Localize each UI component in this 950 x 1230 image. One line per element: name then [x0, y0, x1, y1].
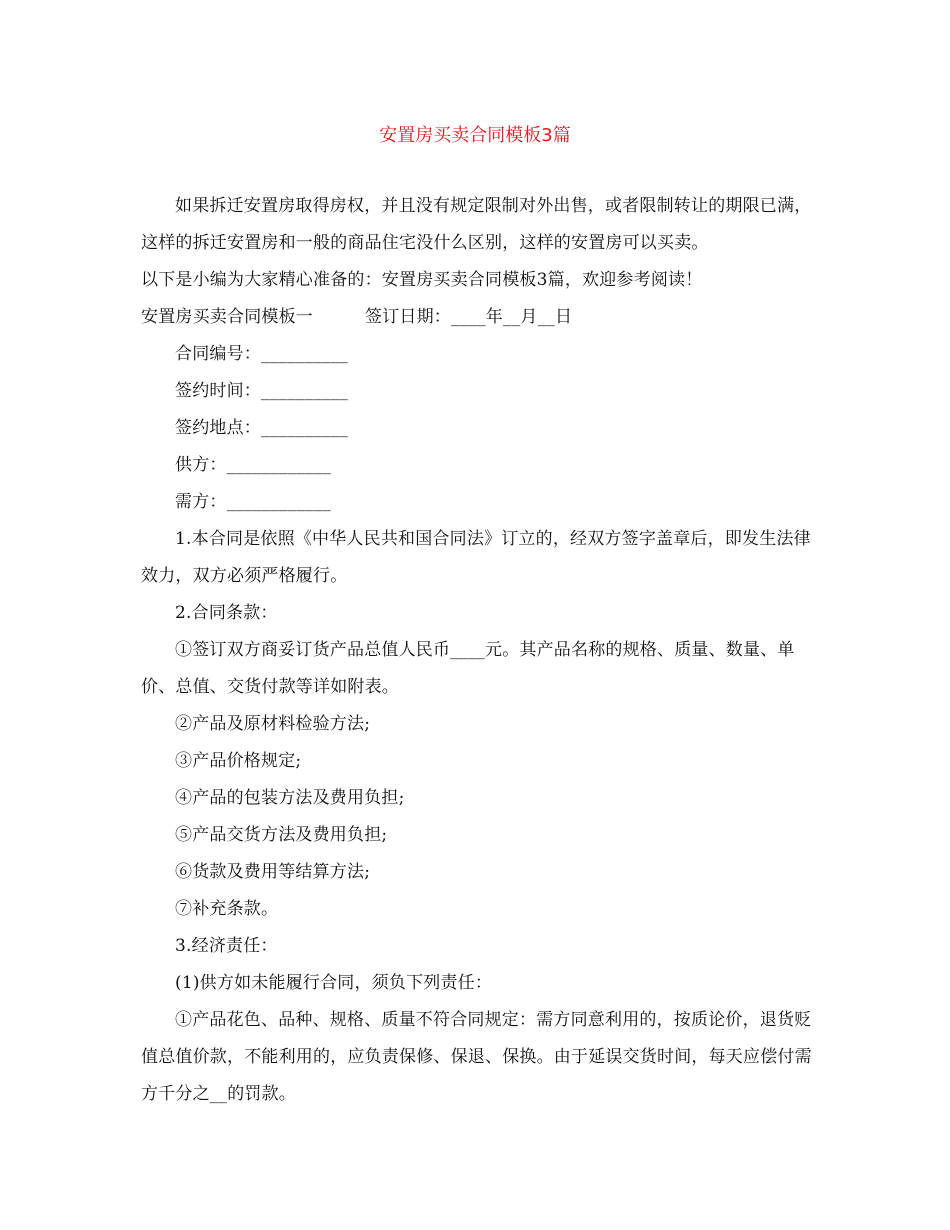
clause-2-item-5: ⑤产品交货方法及费用负担; — [175, 825, 388, 845]
intro-paragraph-2: 以下是小编为大家精心准备的：安置房买卖合同模板3篇，欢迎参考阅读！ — [141, 270, 703, 290]
clause-1: 1.本合同是依照《中华人民共和国合同法》订立的，经双方签字盖章后，即发生法律效力，双方必须严格履行。 — [141, 529, 811, 586]
clause-2-item-7: ⑦补充条款。 — [175, 899, 279, 919]
section-heading-line — [141, 299, 813, 336]
field-sign-time: 签约时间：__________ — [175, 381, 348, 401]
field-supplier: 供方：____________ — [175, 455, 331, 475]
clause-3-item-1: ①产品花色、品种、规格、质量不符合同规定：需方同意利用的，按质论价，退货贬值总值价款，不能利用的，应负责保修、保退、保换。由于延误交货时间，每天应偿付需方千分之__的罚款。 — [141, 1010, 812, 1104]
clause-2-item-6: ⑥货款及费用等结算方法; — [175, 862, 371, 882]
field-contract-number: 合同编号：__________ — [175, 344, 348, 364]
clause-3-subtitle: (1)供方如未能履行合同，须负下列责任： — [175, 973, 493, 993]
sign-date: 签订日期：____年__月__日 — [365, 307, 573, 327]
clause-2-item-1: ①签订双方商妥订货产品总值人民币____元。其产品名称的规格、质量、数量、单价、总值、交货付款等详如附表。 — [141, 640, 795, 697]
clause-2-item-4: ④产品的包装方法及费用负担; — [175, 788, 405, 808]
clause-3-title: 3.经济责任： — [175, 936, 278, 956]
clause-2-item-3: ③产品价格规定; — [175, 751, 302, 771]
document-title: 安置房买卖合同模板3篇 — [379, 125, 571, 146]
document-body — [141, 188, 813, 1113]
field-buyer: 需方：____________ — [175, 492, 331, 512]
clause-2-item-2: ②产品及原材料检验方法; — [175, 714, 371, 734]
section-heading: 安置房买卖合同模板一 — [141, 307, 313, 327]
clause-2-title: 2.合同条款： — [175, 603, 278, 623]
field-sign-place: 签约地点：__________ — [175, 418, 348, 438]
intro-paragraph: 如果拆迁安置房取得房权，并且没有规定限制对外出售，或者限制转让的期限已满，这样的拆迁安置房和一般的商品住宅没什么区别，这样的安置房可以买卖。 — [141, 196, 812, 253]
